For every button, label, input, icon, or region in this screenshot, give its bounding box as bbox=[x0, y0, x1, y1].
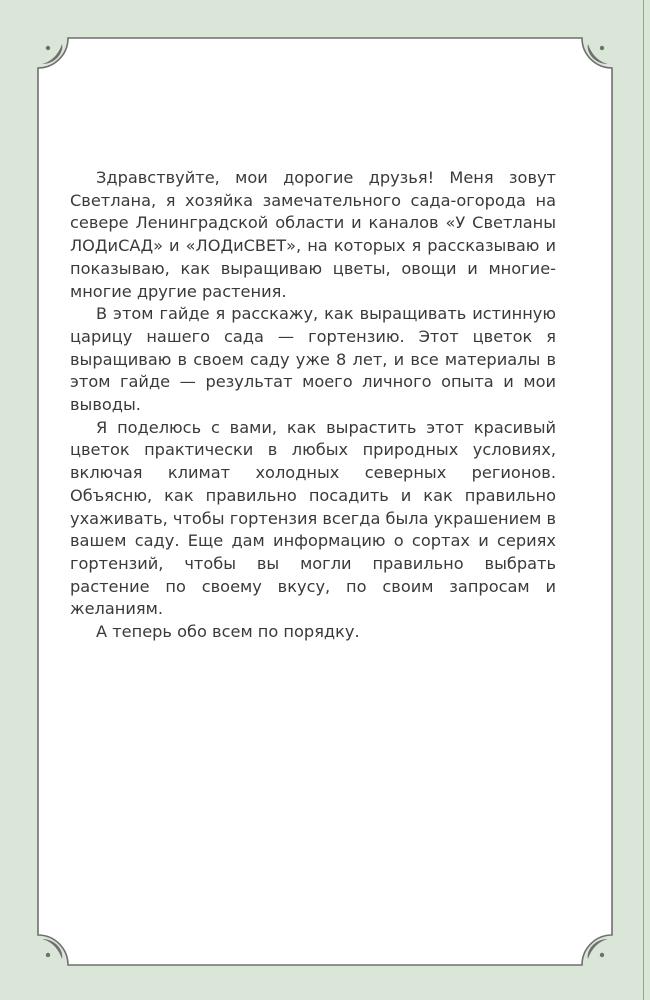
paragraph-guide-contents: Я поделюсь с вами, как вырастить этот красивый цветок практически в любых природных условиях, включая климат холодных северных регионов. Объясню, как правильно посадить и как правильно ухаживать, чтобы гортензия всегда была украшением в вашем саду. Еще дам информацию о сортах и сериях гортензий, чтобы вы могли правильно выбрать растение по своему вкусу, по своим запросам и желаниям. bbox=[70, 417, 556, 619]
paragraph-greeting: Здравствуйте, мои дорогие друзья! Меня зовут Светлана, я хозяйка замечательного сада-огорода на севере Ленинградской области и каналов «У Светланы ЛОДиСАД» и «ЛОДиСВЕТ», на которых я рассказываю и показываю, как выращиваю цветы, овощи и многие-многие другие растения. bbox=[70, 168, 556, 301]
paragraph-guide-topic: В этом гайде я расскажу, как выращивать истинную царицу нашего сада — гортензию. Этот цветок я выращиваю в своем саду уже 8 лет, и все материалы в этом гайде — результат моего личного опыта и мои выводы. bbox=[70, 304, 556, 415]
intro-text bbox=[70, 167, 556, 644]
paragraph-closing: А теперь обо всем по порядку. bbox=[96, 622, 360, 642]
